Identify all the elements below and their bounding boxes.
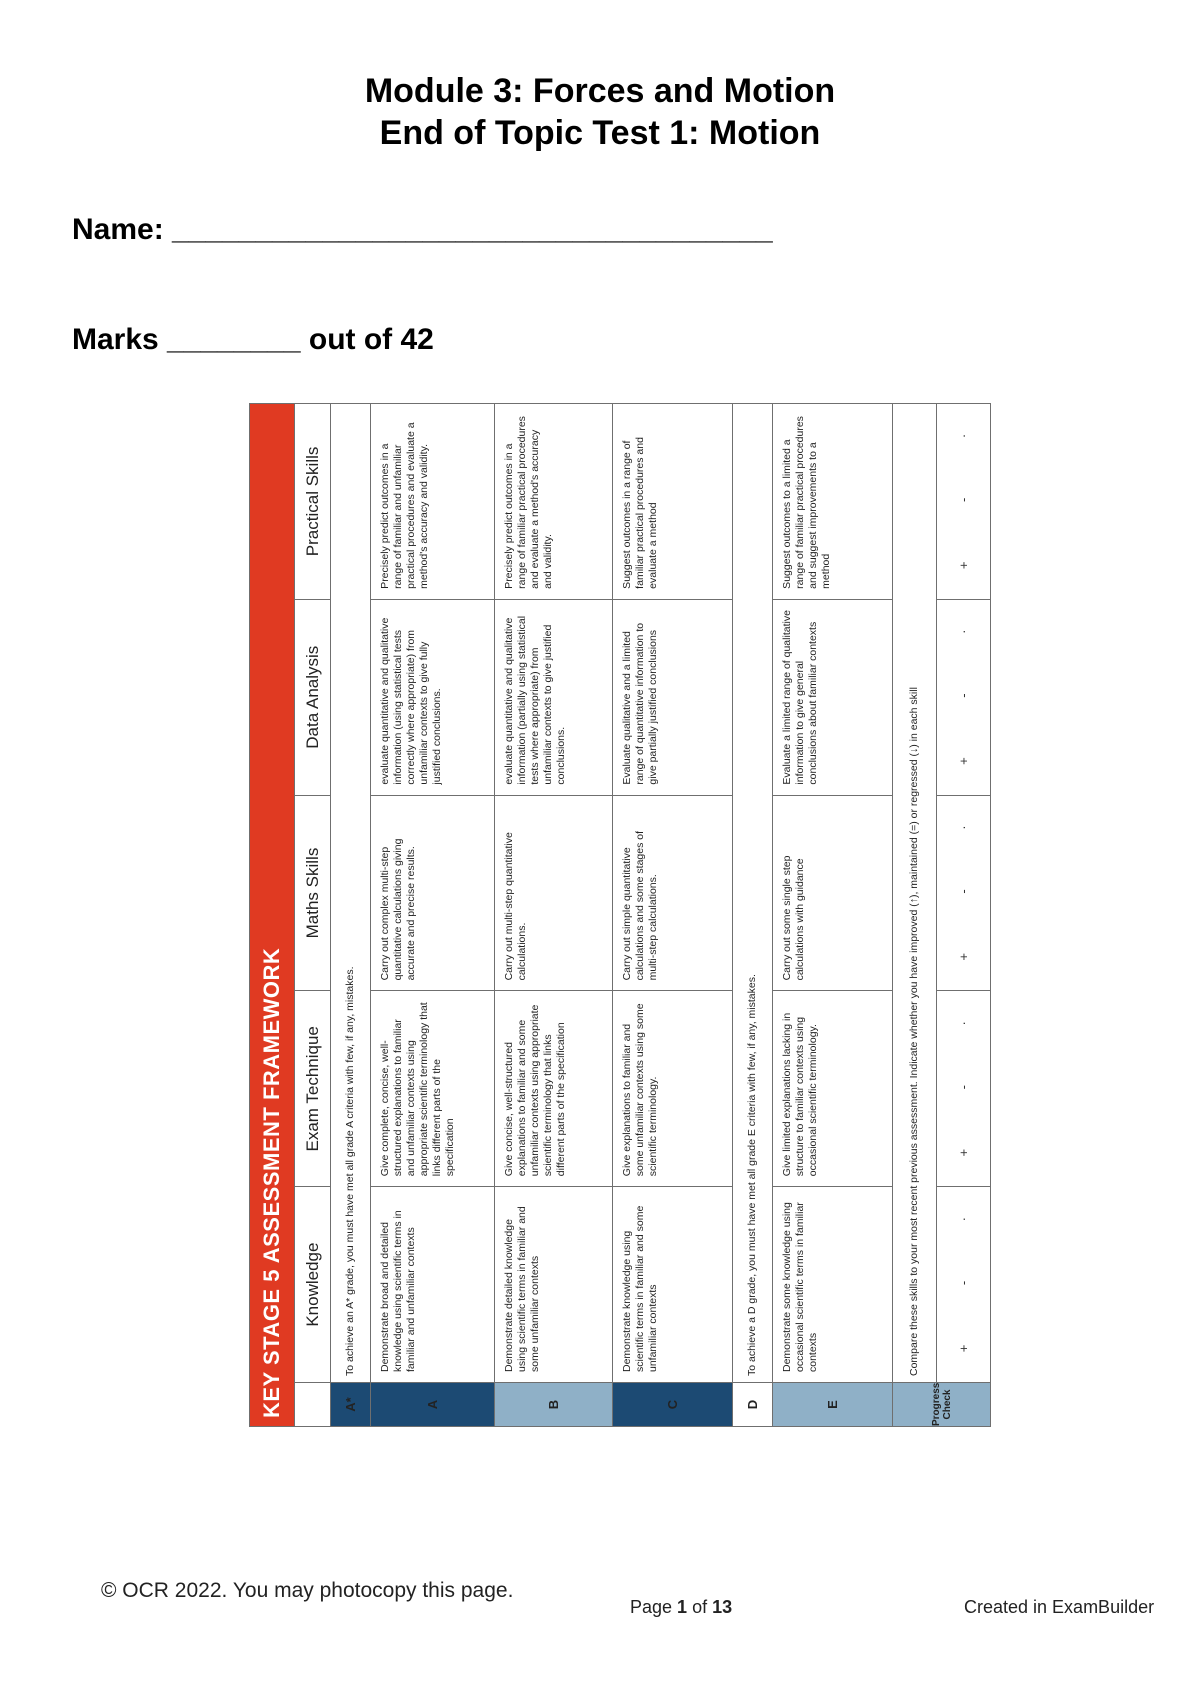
progress-note: Compare these skills to your most recent previous assessment. Indicate whether you have improved (↑), maintained (=) or regressed (↓) in each skill — [893, 404, 937, 1383]
a-maths: Carry out complex multi-step quantitative calculations giving accurate and precise results. — [371, 795, 495, 991]
c-exam: Give explanations to familiar and some unfamiliar contexts using some scientific terminology. — [613, 991, 733, 1187]
grade-e: E — [773, 1383, 893, 1427]
b-exam: Give concise, well-structured explanations to familiar and some unfamiliar contexts using appropriate scientific terminology that links different parts of the specification — [495, 991, 613, 1187]
progress-maths[interactable]: + - · — [937, 795, 991, 991]
b-practical: Precisely predict outcomes in a range of familiar practical procedures and evaluate a method's accuracy and validity. — [495, 404, 613, 600]
title-line-2: End of Topic Test 1: Motion — [379, 114, 821, 152]
title-line-1: Module 3: Forces and Motion — [364, 72, 836, 110]
c-practical: Suggest outcomes in a range of familiar practical procedures and evaluate a method — [613, 404, 733, 600]
progress-check-label: Progress Check — [893, 1383, 991, 1427]
e-maths: Carry out some single step calculations with guidance — [773, 795, 893, 991]
c-data: Evaluate qualitative and a limited range of quantitative information to give partially justified conclusions — [613, 599, 733, 795]
header-exam-technique: Exam Technique — [295, 991, 331, 1187]
a-practical: Precisely predict outcomes in a range of familiar and unfamiliar practical procedures and evaluate a method's accuracy and validity. — [371, 404, 495, 600]
header-data-analysis: Data Analysis — [295, 599, 331, 795]
name-field[interactable]: Name: ____________________________________ — [72, 213, 773, 246]
e-knowledge: Demonstrate some knowledge using occasional scientific terms in familiar contexts — [773, 1187, 893, 1383]
header-maths-skills: Maths Skills — [295, 795, 331, 991]
header-knowledge: Knowledge — [295, 1187, 331, 1383]
b-knowledge: Demonstrate detailed knowledge using scientific terms in familiar and some unfamiliar contexts — [495, 1187, 613, 1383]
progress-knowledge[interactable]: + - · — [937, 1187, 991, 1383]
grade-a: A — [371, 1383, 495, 1427]
e-data: Evaluate a limited range of qualitative information to give general conclusions about familiar contexts — [773, 599, 893, 795]
grade-b: B — [495, 1383, 613, 1427]
copyright-notice: © OCR 2022. You may photocopy this page. — [101, 1579, 514, 1602]
a-data: evaluate quantitative and qualitative information (using statistical tests correctly where appropriate) from unfamiliar contexts to give fully justified conclusions. — [371, 599, 495, 795]
grade-d: D — [733, 1383, 773, 1427]
c-knowledge: Demonstrate knowledge using scientific terms in familiar and some unfamiliar contexts — [613, 1187, 733, 1383]
page-number: Page 1 of 13 — [630, 1597, 733, 1617]
progress-practical[interactable]: + - · — [937, 404, 991, 600]
b-maths: Carry out multi-step quantitative calculations. — [495, 795, 613, 991]
c-maths: Carry out simple quantitative calculations and some stages of multi-step calculations. — [613, 795, 733, 991]
progress-data[interactable]: + - · — [937, 599, 991, 795]
assessment-framework-image — [249, 403, 987, 1427]
e-exam: Give limited explanations lacking in structure to familiar contexts using occasional scientific terminology. — [773, 991, 893, 1187]
b-data: evaluate quantitative and qualitative information (partially using statistical tests where appropriate) from unfamiliar contexts to give justified conclusions. — [495, 599, 613, 795]
assessment-framework-table — [249, 403, 991, 1427]
created-in-label: Created in ExamBuilder — [964, 1597, 1155, 1617]
a-star-note: To achieve an A* grade, you must have met all grade A criteria with few, if any, mistakes. — [331, 404, 371, 1383]
progress-exam[interactable]: + - · — [937, 991, 991, 1187]
framework-banner: KEY STAGE 5 ASSESSMENT FRAMEWORK — [250, 404, 295, 1427]
marks-field[interactable]: Marks ________ out of 42 — [72, 323, 434, 356]
grade-a-star: A* — [331, 1383, 371, 1427]
a-exam: Give complete, concise, well-structured explanations to familiar and unfamiliar contexts using appropriate scientific terminology that links different parts of the specification — [371, 991, 495, 1187]
d-note: To achieve a D grade, you must have met all grade E criteria with few, if any, mistakes. — [733, 404, 773, 1383]
header-practical-skills: Practical Skills — [295, 404, 331, 600]
grade-c: C — [613, 1383, 733, 1427]
e-practical: Suggest outcomes to a limited a range of familiar practical procedures and suggest improvements to a method — [773, 404, 893, 600]
a-knowledge: Demonstrate broad and detailed knowledge using scientific terms in familiar and unfamiliar contexts — [371, 1187, 495, 1383]
